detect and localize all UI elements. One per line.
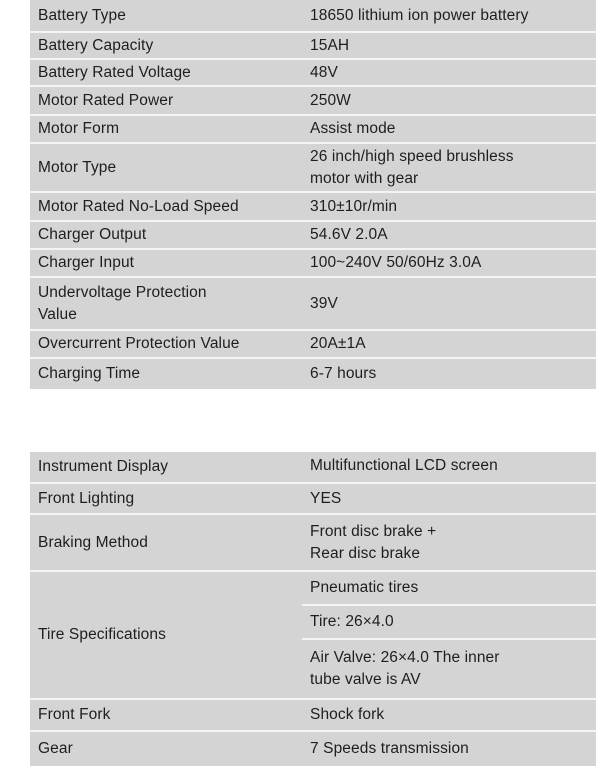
spec-value: 20A±1A [302, 331, 596, 359]
spec-value: 26 inch/high speed brushless motor with gear [302, 144, 596, 193]
spec-value: 250W [302, 87, 596, 116]
spec-label: Motor Type [30, 144, 302, 193]
spec-label: Undervoltage Protection Value [30, 278, 302, 331]
spec-value: 48V [302, 60, 596, 87]
spec-value: 15AH [302, 33, 596, 60]
spec-label: Gear [38, 740, 73, 757]
spec-value: YES [302, 484, 596, 515]
spec-value: Tire: 26×4.0 [302, 606, 596, 640]
spec-value: Front disc brake + Rear disc brake [302, 515, 596, 572]
tire-spec-values [302, 572, 596, 700]
spec-value: 7 Speeds transmission [310, 740, 469, 757]
spec-value: 6-7 hours [310, 365, 377, 382]
spec-label: Braking Method [30, 515, 302, 572]
spec-value: Assist mode [302, 116, 596, 144]
spec-label: Charger Input [30, 250, 302, 278]
spec-label: Motor Form [30, 116, 302, 144]
spec-value: 100~240V 50/60Hz 3.0A [302, 250, 596, 278]
spec-label: Charger Output [30, 222, 302, 250]
spec-value: Air Valve: 26×4.0 The inner tube valve is AV [310, 649, 500, 688]
spec-label: Instrument Display [30, 452, 302, 484]
spec-label: Overcurrent Protection Value [30, 331, 302, 359]
spec-value: 310±10r/min [302, 193, 596, 222]
spec-label: Battery Rated Voltage [30, 60, 302, 87]
spec-value: Multifunctional LCD screen [302, 452, 596, 484]
spec-value: 54.6V 2.0A [302, 222, 596, 250]
spec-value: 18650 lithium ion power battery [302, 0, 596, 33]
spec-label: Charging Time [38, 365, 141, 382]
spec-table-equipment [30, 452, 596, 766]
spec-value: 39V [302, 278, 596, 331]
spec-label: Front Lighting [30, 484, 302, 515]
spec-label: Battery Type [30, 0, 302, 33]
spec-value: Pneumatic tires [302, 572, 596, 606]
spec-label: Tire Specifications [30, 572, 302, 700]
spec-label: Front Fork [30, 700, 302, 732]
spec-value: Shock fork [302, 700, 596, 732]
spec-table-power [30, 0, 596, 389]
spec-label: Motor Rated Power [30, 87, 302, 116]
spec-label: Motor Rated No-Load Speed [30, 193, 302, 222]
spec-label: Battery Capacity [30, 33, 302, 60]
